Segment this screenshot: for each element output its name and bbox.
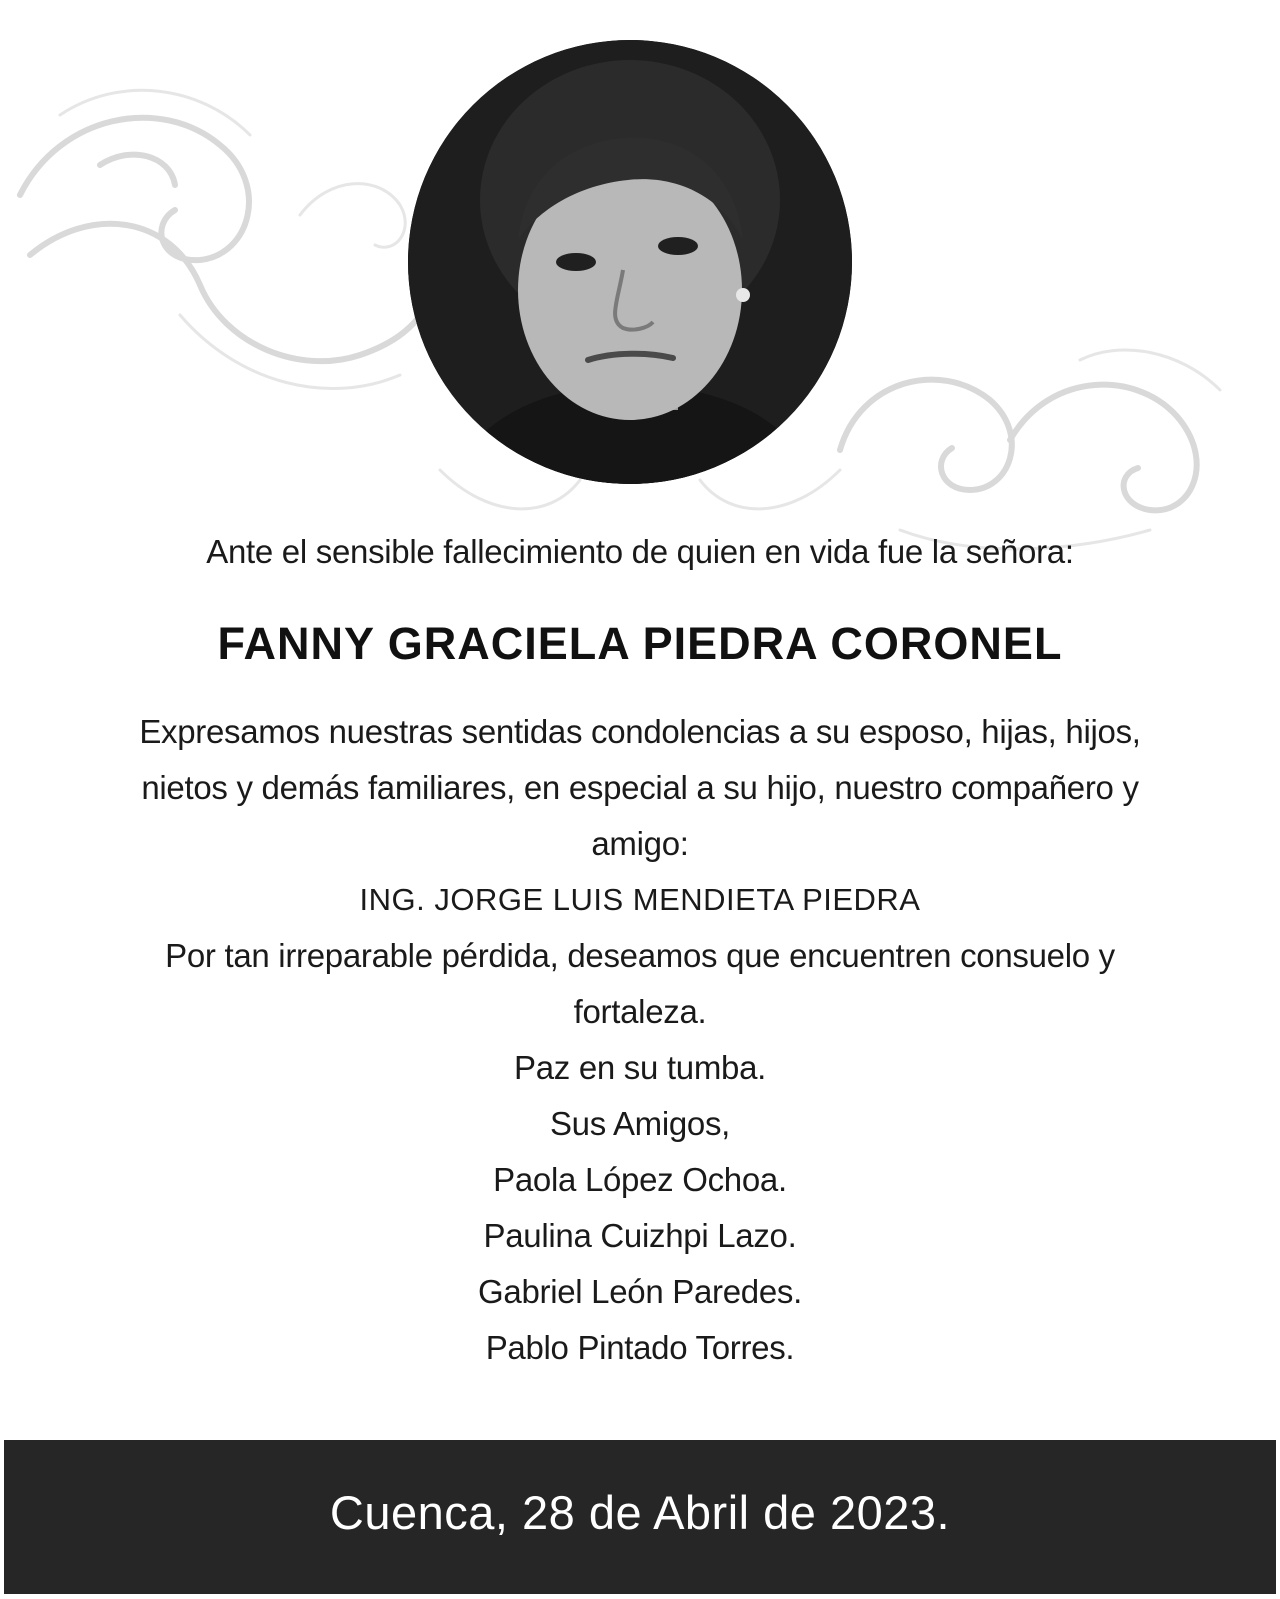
portrait-photo (408, 40, 852, 484)
wish-line-2: fortaleza. (573, 993, 707, 1030)
deceased-name: FANNY GRACIELA PIEDRA CORONEL (217, 618, 1063, 669)
wish-line-1: Por tan irreparable pérdida, deseamos que encuentren consuelo y (165, 937, 1115, 974)
condolence-line-1: Expresamos nuestras sentidas condolencias a su esposo, hijas, hijos, (139, 713, 1141, 750)
condolence-line-2: nietos y demás familiares, en especial a su hijo, nuestro compañero y (141, 769, 1139, 806)
signatory-2: Paulina Cuizhpi Lazo. (483, 1217, 797, 1254)
honoree-name: ING. JORGE LUIS MENDIETA PIEDRA (359, 882, 921, 917)
signature-heading: Sus Amigos, (549, 1105, 731, 1142)
scroll-ornament-right-icon (820, 330, 1260, 560)
signatory-1: Paola López Ochoa. (493, 1161, 787, 1198)
scroll-ornament-left-icon (0, 55, 470, 415)
signatory-4: Pablo Pintado Torres. (485, 1329, 795, 1366)
place-date: Cuenca, 28 de Abril de 2023. (329, 1486, 951, 1539)
signatory-3: Gabriel León Paredes. (478, 1273, 802, 1310)
rest-in-peace: Paz en su tumba. (513, 1049, 766, 1086)
intro-text: Ante el sensible fallecimiento de quien en vida fue la señora: (206, 533, 1074, 570)
condolence-line-3: amigo: (591, 825, 689, 862)
portrait-icon (408, 40, 852, 484)
